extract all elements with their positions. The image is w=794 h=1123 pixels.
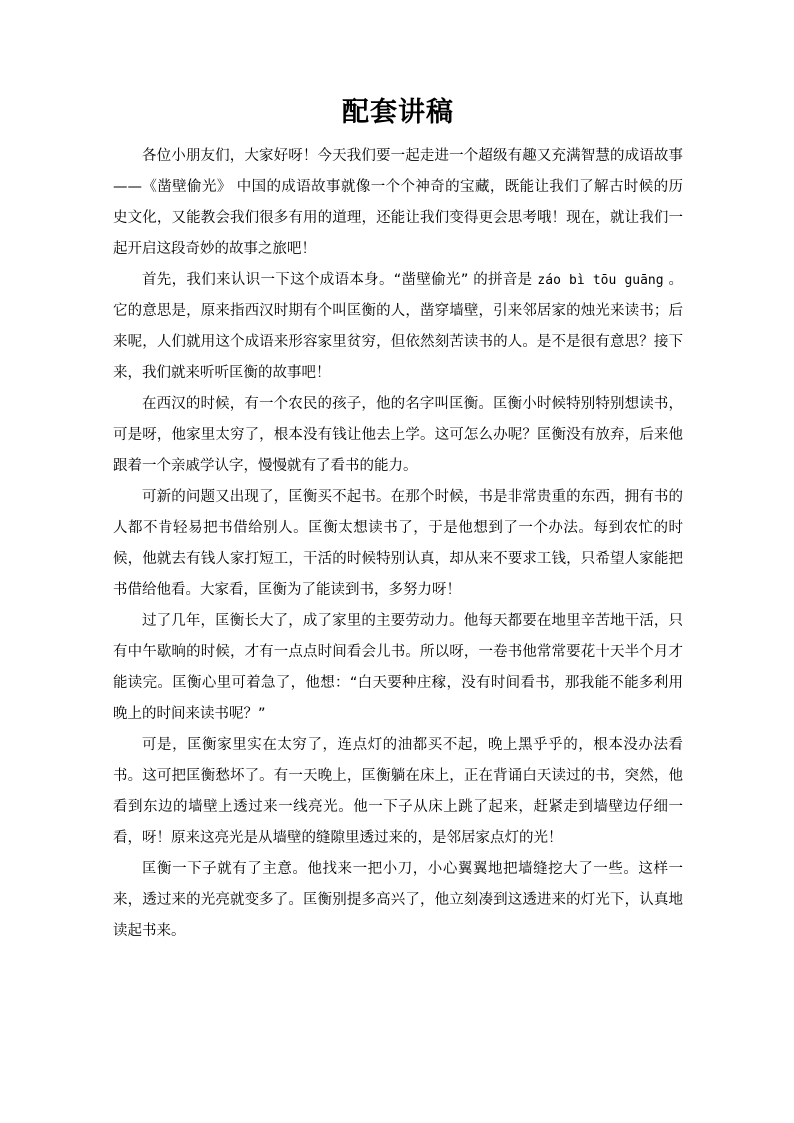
paragraph-text: 在西汉的时候，有一个农民的孩子，他的名字叫匡衡。匡衡小时候特别特别想读书，可是呀，他家里太穷了，根本没有钱让他去上学。这可怎么办呢？匡衡没有放弃，后来他跟着一个亲戚学认字，慢慢就有了看书的能力。 xyxy=(113,396,683,474)
document-title: 配套讲稿 xyxy=(342,97,454,128)
paragraph-intro xyxy=(113,141,683,265)
paragraph-text: 过了几年，匡衡长大了，成了家里的主要劳动力。他每天都要在地里辛苦地干活，只有中午歇晌的时候，才有一点点时间看会儿书。所以呀，一卷书他常常要花十天半个月才能读完。匡衡心里可着急了，他想：“白天要种庄稼，没有时间看书，那我能不能多利用晚上的时间来读书呢？” xyxy=(113,613,683,722)
paragraph-widening-crack xyxy=(113,854,683,947)
paragraph-kuangheng-childhood xyxy=(113,389,683,482)
paragraph-borrowing-books xyxy=(113,482,683,606)
paragraph-text: 可新的问题又出现了，匡衡买不起书。在那个时候，书是非常贵重的东西，拥有书的人都不肯轻易把书借给别人。匡衡太想读书了，于是他想到了一个办法。每到农忙的时候，他就去有钱人家打短工，干活的时候特别认真，却从来不要求工钱，只希望人家能把书借给他看。大家看，匡衡为了能读到书，多努力呀！ xyxy=(113,489,683,598)
paragraph-text: 首先，我们来认识一下这个成语本身。“凿壁偷光” 的拼音是 xyxy=(142,272,538,288)
document-body xyxy=(113,141,683,947)
paragraph-text: 可是，匡衡家里实在太穷了，连点灯的油都买不起，晚上黑乎乎的，根本没办法看书。这可把匡衡愁坏了。有一天晚上，匡衡躺在床上，正在背诵白天读过的书，突然，他看到东边的墙壁上透过来一线亮光。他一下子从床上跳了起来，赶紧走到墙壁边仔细一看，呀！原来这亮光是从墙壁的缝隙里透过来的，是邻居家点灯的光！ xyxy=(113,737,683,846)
paragraph-discovering-light xyxy=(113,730,683,854)
paragraph-text: 匡衡一下子就有了主意。他找来一把小刀，小心翼翼地把墙缝挖大了一些。这样一来，透过来的光亮就变多了。匡衡别提多高兴了，他立刻凑到这透进来的灯光下，认真地读起书来。 xyxy=(113,861,683,939)
pinyin-text: záo bì tōu guāng xyxy=(537,273,664,288)
paragraph-text: 。它的意思是，原来指西汉时期有个叫匡衡的人，凿穿墙壁，引来邻居家的烛光来读书；后来呢，人们就用这个成语来形容家里贫穷，但依然刻苦读书的人。是不是很有意思？接下来，我们就来听听匡衡的故事吧！ xyxy=(113,272,683,381)
paragraph-text: 各位小朋友们，大家好呀！今天我们要一起走进一个超级有趣又充满智慧的成语故事 ——《凿壁偷光》 中国的成语故事就像一个个神奇的宝藏，既能让我们了解古时候的历史文化，又能教会我们很多有用的道理，还能让我们变得更会思考哦！现在，就让我们一起开启这段奇妙的故事之旅吧！ xyxy=(113,148,683,257)
paragraph-growing-up xyxy=(113,606,683,730)
paragraph-idiom-pinyin xyxy=(113,265,683,389)
